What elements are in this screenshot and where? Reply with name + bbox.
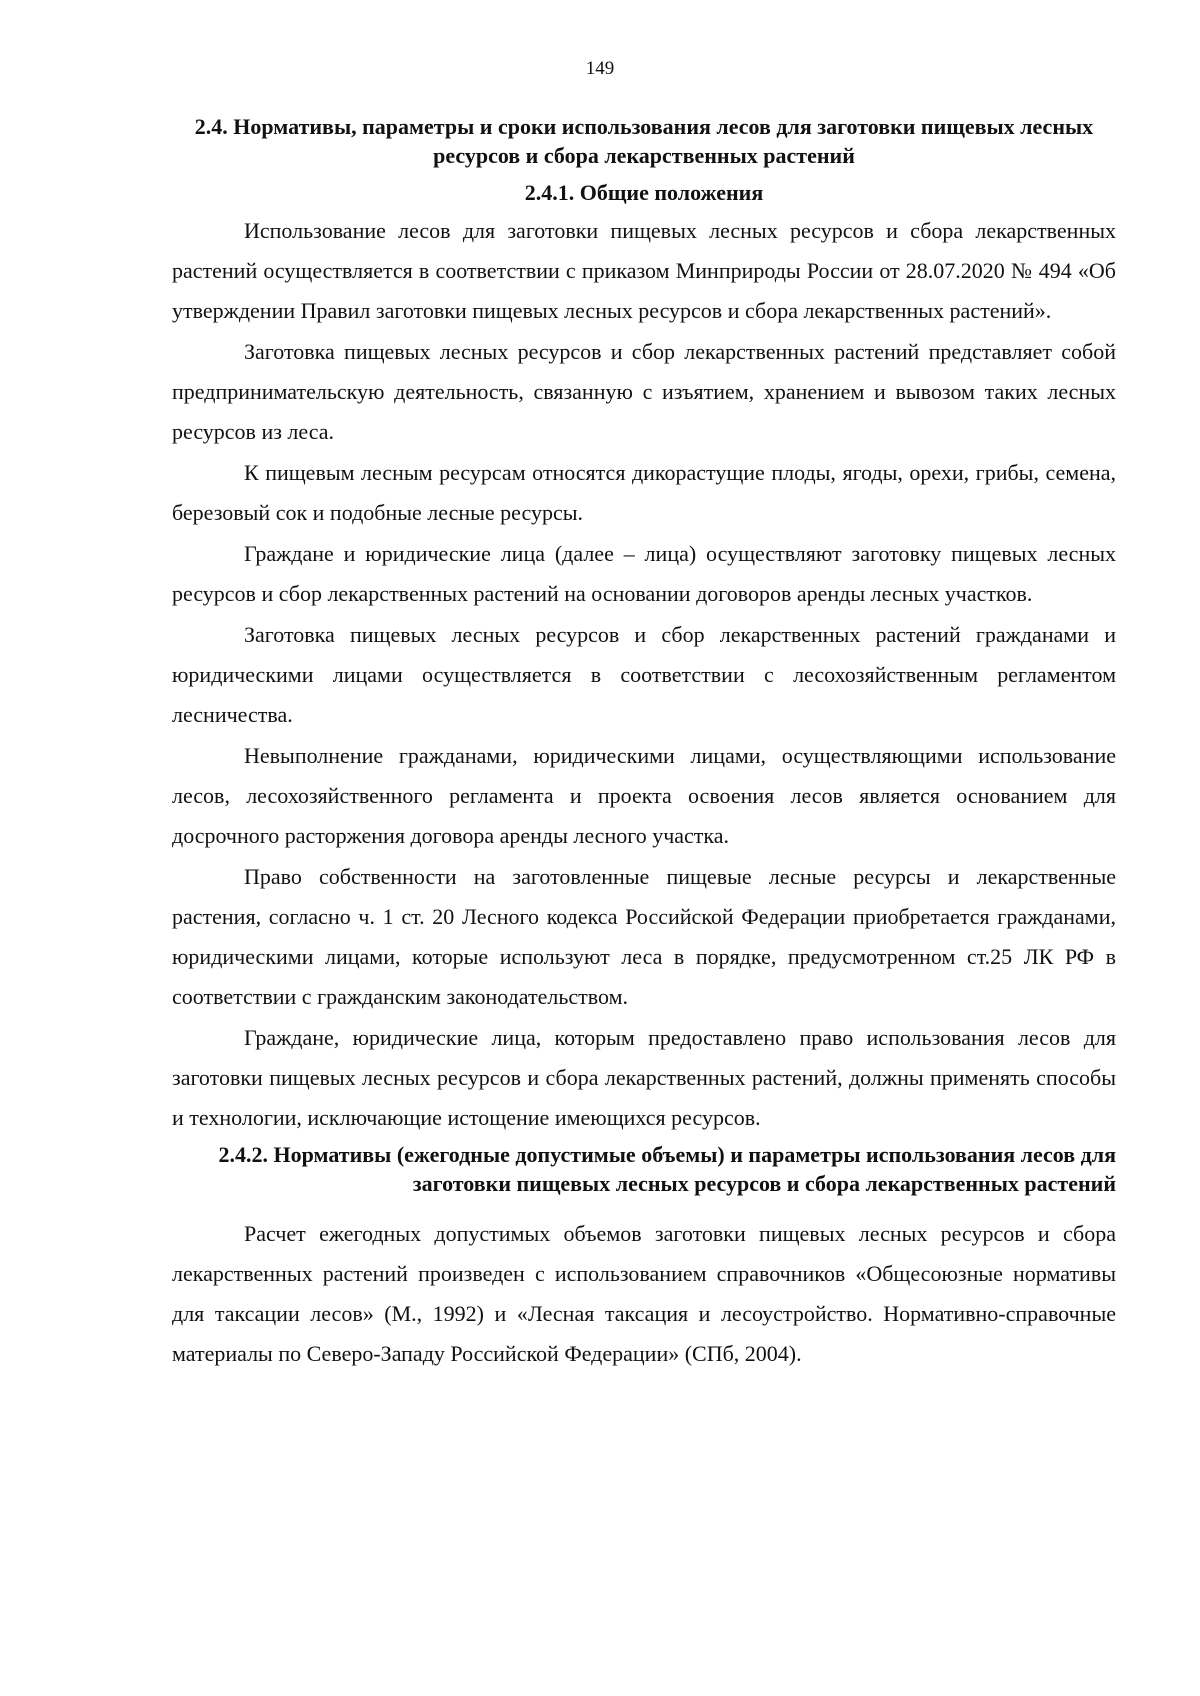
paragraph: Граждане и юридические лица (далее – лица) осуществляют заготовку пищевых лесных ресурсов и сбор лекарственных растений на основании договоров аренды лесных участков. xyxy=(172,541,1116,606)
page-content xyxy=(172,112,1116,1375)
paragraph: Использование лесов для заготовки пищевых лесных ресурсов и сбора лекарственных растений осуществляется в соответствии с приказом Минприроды России от 28.07.2020 № 494 «Об утверждении Правил заготовки пищевых лесных ресурсов и сбора лекарственных растений». xyxy=(172,218,1116,323)
section-2-4-2-heading: 2.4.2. Нормативы (ежегодные допустимые объемы) и параметры использования лесов для заготовки пищевых лесных ресурсов и сбора лекарственных растений xyxy=(218,1142,1116,1196)
paragraph: Заготовка пищевых лесных ресурсов и сбор лекарственных растений гражданами и юридическими лицами осуществляется в соответствии с лесохозяйственным регламентом лесничества. xyxy=(172,622,1116,727)
page-number: 149 xyxy=(585,58,615,79)
section-2-4-1-heading: 2.4.1. Общие положения xyxy=(524,180,764,205)
paragraph: Расчет ежегодных допустимых объемов заготовки пищевых лесных ресурсов и сбора лекарственных растений произведен с использованием справочников «Общесоюзные нормативы для таксации лесов» (М., 1992) и «Лесная таксация и лесоустройство. Нормативно-справочные материалы по Северо-Западу Российской Федерации» (СПб, 2004). xyxy=(172,1221,1116,1366)
main-heading: 2.4. Нормативы, параметры и сроки использования лесов для заготовки пищевых лесных ресурсов и сбора лекарственных растений xyxy=(194,114,1094,168)
paragraph: Заготовка пищевых лесных ресурсов и сбор лекарственных растений представляет собой предпринимательскую деятельность, связанную с изъятием, хранением и вывозом таких лесных ресурсов из леса. xyxy=(172,339,1116,444)
paragraph: Граждане, юридические лица, которым предоставлено право использования лесов для заготовки пищевых лесных ресурсов и сбора лекарственных растений, должны применять способы и технологии, исключающие истощение имеющихся ресурсов. xyxy=(172,1025,1116,1130)
paragraph: Право собственности на заготовленные пищевые лесные ресурсы и лекарственные растения, согласно ч. 1 ст. 20 Лесного кодекса Российской Федерации приобретается гражданами, юридическими лицами, которые используют леса в порядке, предусмотренном ст.25 ЛК РФ в соответствии с гражданским законодательством. xyxy=(172,864,1116,1009)
paragraph: К пищевым лесным ресурсам относятся дикорастущие плоды, ягоды, орехи, грибы, семена, березовый сок и подобные лесные ресурсы. xyxy=(172,460,1116,525)
paragraph: Невыполнение гражданами, юридическими лицами, осуществляющими использование лесов, лесохозяйственного регламента и проекта освоения лесов является основанием для досрочного расторжения договора аренды лесного участка. xyxy=(172,743,1116,848)
